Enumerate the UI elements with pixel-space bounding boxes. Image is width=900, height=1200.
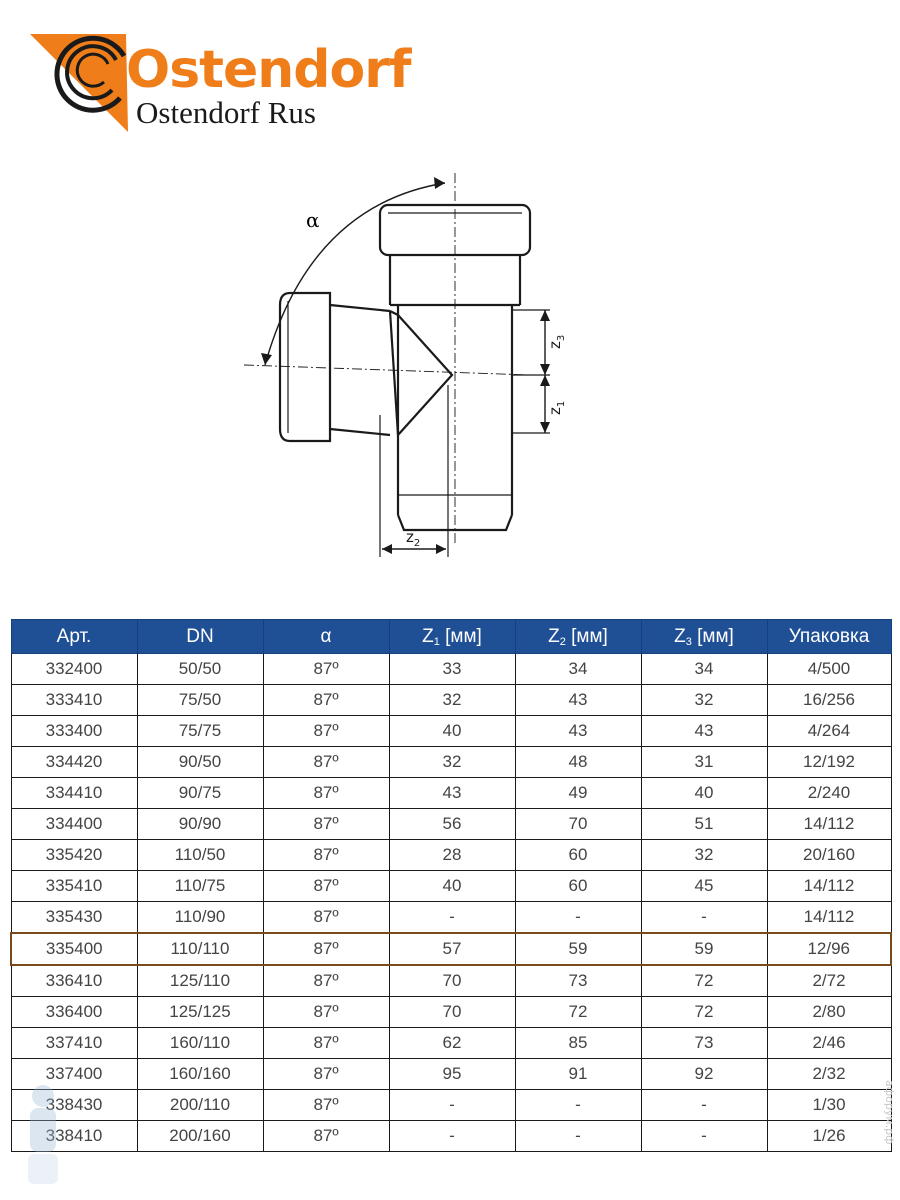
cell-alpha: 87º xyxy=(263,778,389,809)
cell-z3: 31 xyxy=(641,747,767,778)
cell-z2: 91 xyxy=(515,1059,641,1090)
cell-z2: 60 xyxy=(515,840,641,871)
cell-z2: 34 xyxy=(515,654,641,685)
header-z3: $Z_3$ [мм] xyxy=(641,620,767,654)
table-row xyxy=(11,965,891,997)
cell-z1: 43 xyxy=(389,778,515,809)
cell-alpha: 87º xyxy=(263,685,389,716)
cell-alpha: 87º xyxy=(263,1121,389,1152)
cell-art: 334410 xyxy=(11,778,137,809)
cell-z1: 32 xyxy=(389,685,515,716)
cell-z1: 32 xyxy=(389,747,515,778)
cell-dn: 110/50 xyxy=(137,840,263,871)
cell-alpha: 87º xyxy=(263,747,389,778)
cell-art: 333410 xyxy=(11,685,137,716)
z2-sub: 2 xyxy=(413,538,421,549)
cell-z3: 92 xyxy=(641,1059,767,1090)
cell-pack: 2/32 xyxy=(767,1059,891,1090)
cell-art: 336410 xyxy=(11,965,137,997)
cell-z2: 70 xyxy=(515,809,641,840)
cell-art: 334420 xyxy=(11,747,137,778)
cell-art: 337400 xyxy=(11,1059,137,1090)
spec-table xyxy=(10,619,892,1152)
cell-z1: 57 xyxy=(389,933,515,965)
table-row xyxy=(11,1090,891,1121)
table-row xyxy=(11,902,891,934)
cell-z3: 73 xyxy=(641,1028,767,1059)
z1-sub: 1 xyxy=(556,400,567,408)
cell-z1: 70 xyxy=(389,965,515,997)
cell-alpha: 87º xyxy=(263,933,389,965)
cell-z1: 40 xyxy=(389,871,515,902)
cell-art: 338430 xyxy=(11,1090,137,1121)
z1-label: z xyxy=(546,407,564,415)
svg-text:z1 xyxy=(546,401,567,415)
z3-label: z xyxy=(546,341,564,349)
brand-logo xyxy=(28,26,411,136)
cell-pack: 20/160 xyxy=(767,840,891,871)
cell-alpha: 87º xyxy=(263,997,389,1028)
table-row xyxy=(11,654,891,685)
cell-z1: 28 xyxy=(389,840,515,871)
table-row xyxy=(11,716,891,747)
cell-z3: 43 xyxy=(641,716,767,747)
table-row xyxy=(11,871,891,902)
cell-z2: 59 xyxy=(515,933,641,965)
cell-pack: 2/80 xyxy=(767,997,891,1028)
table-row xyxy=(11,1028,891,1059)
cell-pack: 2/72 xyxy=(767,965,891,997)
header-art: Арт. xyxy=(11,620,137,654)
cell-pack: 14/112 xyxy=(767,809,891,840)
svg-text:z3 xyxy=(546,335,567,349)
cell-z1: - xyxy=(389,1121,515,1152)
cell-z2: - xyxy=(515,1090,641,1121)
cell-art: 335430 xyxy=(11,902,137,934)
cell-z2: - xyxy=(515,1121,641,1152)
table-row xyxy=(11,685,891,716)
table-row xyxy=(11,933,891,965)
header-z1: $Z_1$ [мм] xyxy=(389,620,515,654)
cell-z2: 49 xyxy=(515,778,641,809)
cell-alpha: 87º xyxy=(263,871,389,902)
cell-alpha: 87º xyxy=(263,654,389,685)
cell-art: 334400 xyxy=(11,809,137,840)
table-row xyxy=(11,1121,891,1152)
table-row xyxy=(11,997,891,1028)
z2-label: z xyxy=(406,528,414,546)
cell-pack: 12/96 xyxy=(767,933,891,965)
cell-z2: 48 xyxy=(515,747,641,778)
cell-pack: 1/30 xyxy=(767,1090,891,1121)
cell-dn: 110/110 xyxy=(137,933,263,965)
cell-art: 335420 xyxy=(11,840,137,871)
cell-alpha: 87º xyxy=(263,1059,389,1090)
cell-art: 337410 xyxy=(11,1028,137,1059)
cell-z3: 72 xyxy=(641,965,767,997)
cell-z2: 72 xyxy=(515,997,641,1028)
cell-z3: 32 xyxy=(641,685,767,716)
cell-alpha: 87º xyxy=(263,1090,389,1121)
table-body xyxy=(11,654,891,1152)
logo-title: Ostendorf xyxy=(126,40,411,100)
cell-alpha: 87º xyxy=(263,840,389,871)
cell-alpha: 87º xyxy=(263,965,389,997)
cell-z2: 43 xyxy=(515,685,641,716)
plumber-mascot-icon xyxy=(18,1082,68,1192)
cell-art: 336400 xyxy=(11,997,137,1028)
cell-art: 335400 xyxy=(11,933,137,965)
cell-dn: 160/110 xyxy=(137,1028,263,1059)
cell-alpha: 87º xyxy=(263,809,389,840)
cell-z2: 43 xyxy=(515,716,641,747)
cell-pack: 12/192 xyxy=(767,747,891,778)
cell-alpha: 87º xyxy=(263,1028,389,1059)
cell-z3: - xyxy=(641,1090,767,1121)
cell-dn: 125/125 xyxy=(137,997,263,1028)
cell-dn: 110/75 xyxy=(137,871,263,902)
cell-art: 333400 xyxy=(11,716,137,747)
logo-subtitle: Ostendorf Rus xyxy=(136,95,316,130)
cell-pack: 4/500 xyxy=(767,654,891,685)
cell-z1: - xyxy=(389,1090,515,1121)
header-z2: $Z_2$ [мм] xyxy=(515,620,641,654)
cell-dn: 90/75 xyxy=(137,778,263,809)
cell-z2: 85 xyxy=(515,1028,641,1059)
cell-dn: 110/90 xyxy=(137,902,263,934)
table-row xyxy=(11,1059,891,1090)
cell-dn: 125/110 xyxy=(137,965,263,997)
cell-dn: 75/75 xyxy=(137,716,263,747)
cell-dn: 160/160 xyxy=(137,1059,263,1090)
cell-z3: - xyxy=(641,902,767,934)
cell-pack: 1/26 xyxy=(767,1121,891,1152)
cell-z3: 45 xyxy=(641,871,767,902)
cell-z1: 70 xyxy=(389,997,515,1028)
table-row xyxy=(11,778,891,809)
cell-z1: - xyxy=(389,902,515,934)
site-watermark: aфорум.рф xyxy=(883,1080,896,1145)
table-row xyxy=(11,809,891,840)
cell-pack: 4/264 xyxy=(767,716,891,747)
cell-z2: - xyxy=(515,902,641,934)
cell-z1: 95 xyxy=(389,1059,515,1090)
cell-alpha: 87º xyxy=(263,716,389,747)
z3-sub: 3 xyxy=(556,334,567,342)
cell-z3: 32 xyxy=(641,840,767,871)
cell-art: 332400 xyxy=(11,654,137,685)
cell-art: 335410 xyxy=(11,871,137,902)
cell-z2: 73 xyxy=(515,965,641,997)
cell-dn: 75/50 xyxy=(137,685,263,716)
cell-art: 338410 xyxy=(11,1121,137,1152)
cell-pack: 16/256 xyxy=(767,685,891,716)
cell-z3: 34 xyxy=(641,654,767,685)
table-row xyxy=(11,747,891,778)
cell-z3: 40 xyxy=(641,778,767,809)
cell-dn: 200/110 xyxy=(137,1090,263,1121)
cell-z1: 40 xyxy=(389,716,515,747)
cell-pack: 14/112 xyxy=(767,902,891,934)
cell-z1: 33 xyxy=(389,654,515,685)
cell-z1: 56 xyxy=(389,809,515,840)
cell-alpha: 87º xyxy=(263,902,389,934)
cell-z3: 59 xyxy=(641,933,767,965)
cell-dn: 50/50 xyxy=(137,654,263,685)
cell-dn: 90/90 xyxy=(137,809,263,840)
table-row xyxy=(11,840,891,871)
table-header-row xyxy=(11,620,891,654)
cell-pack: 2/46 xyxy=(767,1028,891,1059)
cell-z1: 62 xyxy=(389,1028,515,1059)
cell-z3: 72 xyxy=(641,997,767,1028)
header-dn: DN xyxy=(137,620,263,654)
header-pack: Упаковка xyxy=(767,620,891,654)
cell-pack: 2/240 xyxy=(767,778,891,809)
cell-z3: 51 xyxy=(641,809,767,840)
header-alpha: α xyxy=(263,620,389,654)
cell-z3: - xyxy=(641,1121,767,1152)
cell-dn: 200/160 xyxy=(137,1121,263,1152)
svg-text:z2 xyxy=(406,528,420,549)
cell-z2: 60 xyxy=(515,871,641,902)
cell-pack: 14/112 xyxy=(767,871,891,902)
cell-dn: 90/50 xyxy=(137,747,263,778)
angle-label: α xyxy=(306,208,320,232)
tee-fitting-drawing xyxy=(230,165,590,565)
